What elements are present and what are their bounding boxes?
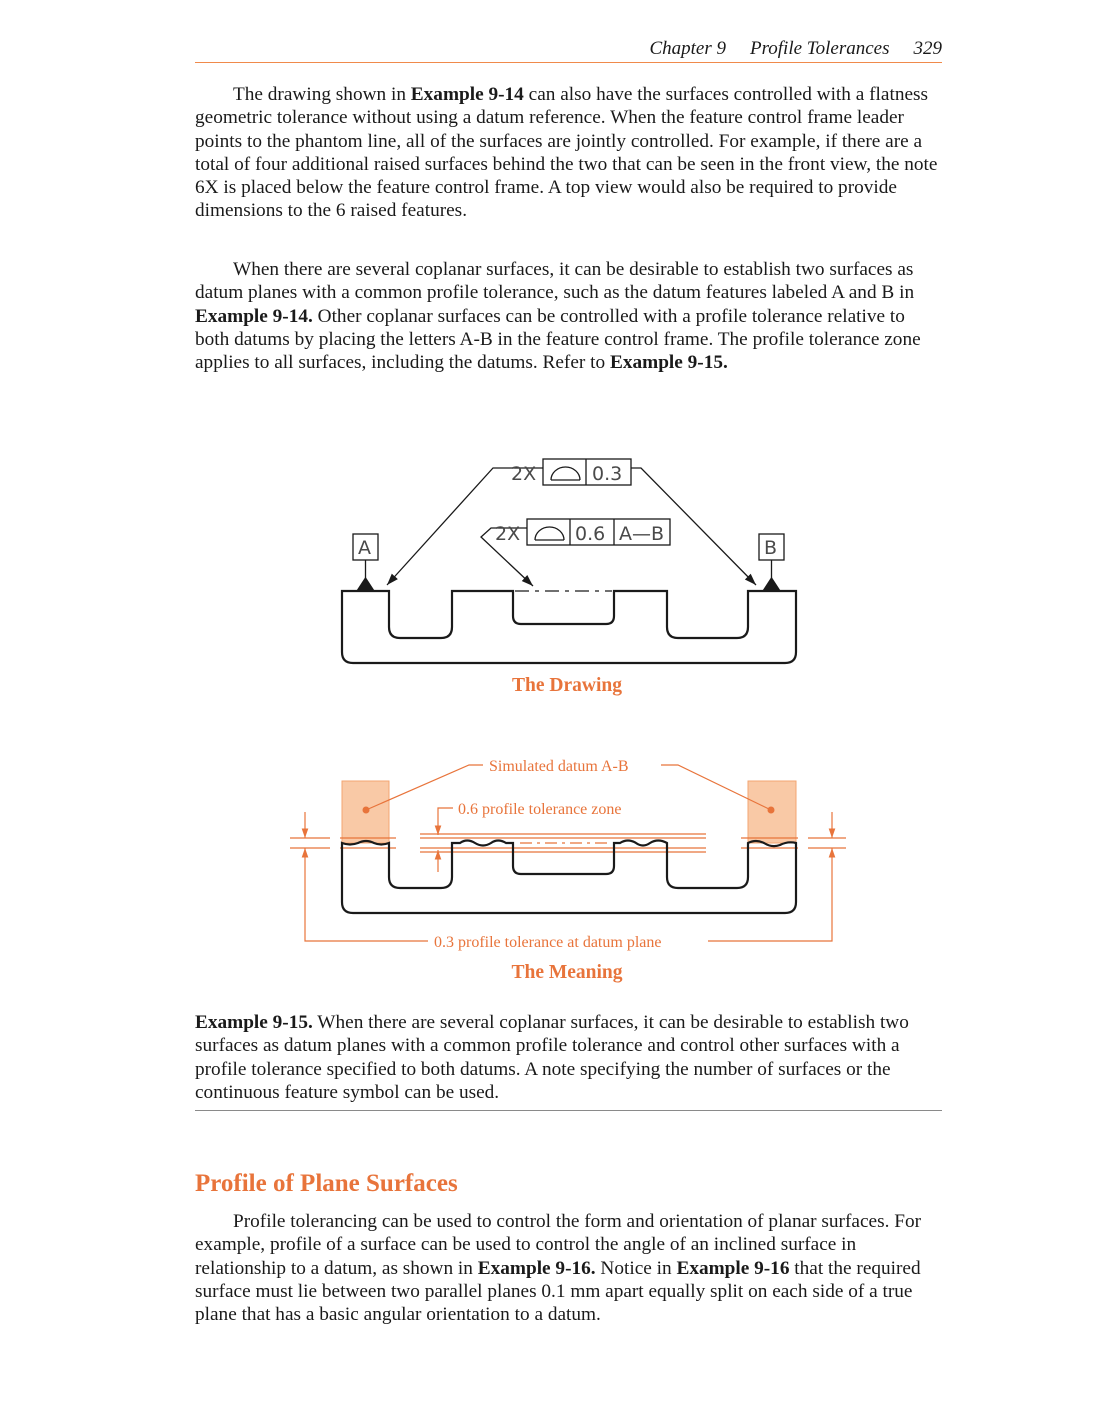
meaning-texts xyxy=(434,758,661,951)
example-reference: Example 9-15. xyxy=(609,352,728,374)
fcf1-tolerance: 0.3 xyxy=(592,463,623,485)
fcf1-count: 2X xyxy=(511,463,537,485)
fcf2-datums: A—B xyxy=(619,523,665,545)
figure-label-drawing: The Drawing xyxy=(512,675,622,696)
part-outline xyxy=(342,591,796,663)
text-run: can also have the surfaces controlled with a flatness geometric tolerance without using a datum reference. When the feature control frame leader points to the phantom line, all of the surfaces are jointly controlled. For example, if there are a total of four additional raised surfaces behind the two that can be seen in the front view, the note 6X is placed below the feature control frame. A top view would also be required to provide dimensions to the 6 raised features. xyxy=(195,84,938,222)
figure-caption xyxy=(195,1011,942,1111)
text-run: Other coplanar surfaces can be controlled with a profile tolerance relative to both datums by placing the letters A-B in the feature control frame. The profile tolerance zone applies to all surfaces, including the datums. Refer to xyxy=(195,305,921,374)
chapter-title: Profile Tolerances xyxy=(749,38,890,59)
text-run: The drawing shown in xyxy=(233,84,411,105)
page-number: 329 xyxy=(913,38,942,59)
caption-text: When there are several coplanar surfaces, it can be desirable to establish two surfaces as datum planes with a common profile tolerance and control other surfaces with a profile tolerance specified to both datums. A note specifying the number of surfaces or the continuous feature symbol can be used. xyxy=(195,1012,909,1103)
simulated-datum-label: Simulated datum A-B xyxy=(489,758,629,775)
section-title: Profile of Plane Surfaces xyxy=(195,1170,458,1197)
profile-surface-icon xyxy=(535,527,564,540)
meaning-view xyxy=(290,765,846,941)
text-run: Notice in xyxy=(595,1257,677,1279)
part-outline-meaning xyxy=(342,841,796,914)
example-reference: Example 9-14 xyxy=(410,84,524,105)
text-run: Profile tolerancing can be used to control the form and orientation of planar surfaces. For example, profile of a surface can be used to control the angle of an inclined surface in relationship to a datum, as shown in xyxy=(195,1211,922,1279)
caption-example-number: Example 9-15. xyxy=(195,1012,313,1033)
profile-zone-label: 0.6 profile tolerance zone xyxy=(458,801,622,818)
example-reference: Example 9-14. xyxy=(195,305,313,327)
example-reference: Example 9-16 xyxy=(676,1257,790,1279)
datum-b-letter: B xyxy=(764,537,778,559)
feature-control-frame-1 xyxy=(387,459,756,585)
datum-a-letter: A xyxy=(358,537,371,559)
profile-surface-icon xyxy=(551,467,580,480)
example-reference: Example 9-16. xyxy=(477,1257,596,1279)
datum-plane-tolerance-label: 0.3 profile tolerance at datum plane xyxy=(434,934,662,951)
text-run: that the required surface must lie between two parallel planes 0.1 mm apart equally split on each side of a true plane that has a basic angular orientation to a datum. xyxy=(195,1257,921,1326)
fcf2-tolerance: 0.6 xyxy=(575,523,606,545)
fcf2-count: 2X xyxy=(495,523,521,545)
text-run: When there are several coplanar surfaces, it can be desirable to establish two surfaces as datum planes with a common profile tolerance, such as the datum features labeled A and B in xyxy=(195,259,915,304)
drawing-view xyxy=(342,459,796,663)
paragraph-plane-surfaces xyxy=(195,1210,940,1326)
chapter-label: Chapter 9 xyxy=(649,38,726,59)
figure-label-meaning: The Meaning xyxy=(511,962,623,983)
